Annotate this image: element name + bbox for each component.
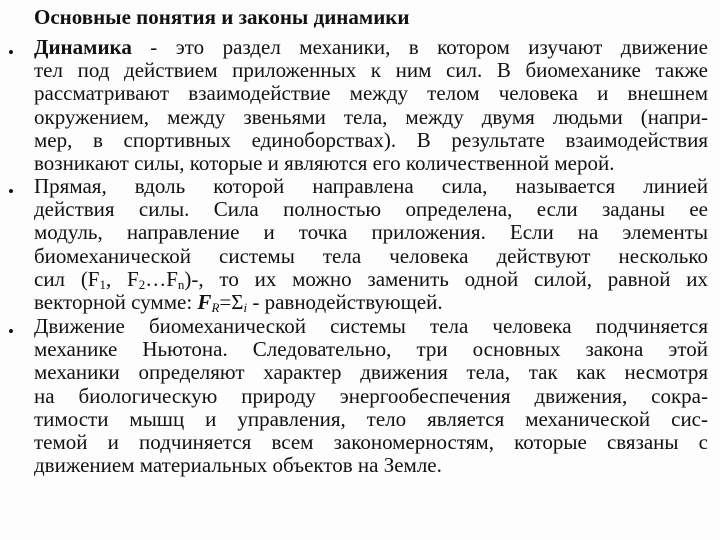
text-line: действия силы. Сила полностью определена, если заданы ее — [34, 197, 708, 222]
paragraph-dynamics-definition — [34, 36, 708, 175]
bullet-3: • — [8, 322, 14, 341]
text-line: механики определяют характер движения тела, так как несмотря — [34, 360, 708, 385]
text-line: возникают силы, которые и являются его количественной мерой. — [34, 151, 615, 176]
bullet-1: • — [8, 43, 14, 62]
text-line: Прямая, вдоль которой направлена сила, называется линией — [34, 174, 708, 198]
text-line: Динамика - это раздел механики, в котором изучают движение — [34, 35, 708, 59]
text-line: механике Ньютона. Следовательно, три основных закона этой — [34, 337, 708, 362]
text-line: тел под действием приложенных к ним сил. В биомеханике также — [34, 58, 708, 83]
text-line: темой и подчиняется всем закономерностям, которые связаны с — [34, 430, 708, 455]
text-line: движением материальных объектов на Земле. — [34, 453, 442, 478]
slide-title: Основные понятия и законы динамики — [34, 5, 410, 29]
text-line: окружением, между звеньями тела, между двумя людьми (напри- — [34, 104, 708, 129]
text-line: модуль, направление и точка приложения. Если на элементы — [34, 220, 708, 245]
paragraph-newton-mechanics — [34, 315, 708, 477]
text-line: биомеханической системы тела человека действуют несколько — [34, 243, 708, 268]
term-dynamics: Динамика — [34, 35, 132, 59]
text-line: рассматривают взаимодействие между телом человека и внешнем — [34, 81, 708, 106]
text-line: на биологическую природу энергообеспечения движения, сокра- — [34, 383, 708, 408]
text-line-formula: сил ($F_1$, $F_2\dots F_n)-$, то их можно заменить одной силой, равной их — [34, 266, 708, 292]
paragraph-force-line — [34, 175, 708, 314]
text-line: тимости мышц и управления, тело является механической сис- — [34, 406, 708, 431]
bullet-2: • — [8, 182, 14, 201]
text-line-resultant: векторной сумме: $F_R=\Sigma_i$ - равнодействующей. — [34, 290, 443, 316]
text-line: мер, в спортивных единоборствах). В результате взаимодействия — [34, 127, 708, 152]
text-line: Движение биомеханической системы тела человека подчиняется — [34, 314, 708, 338]
